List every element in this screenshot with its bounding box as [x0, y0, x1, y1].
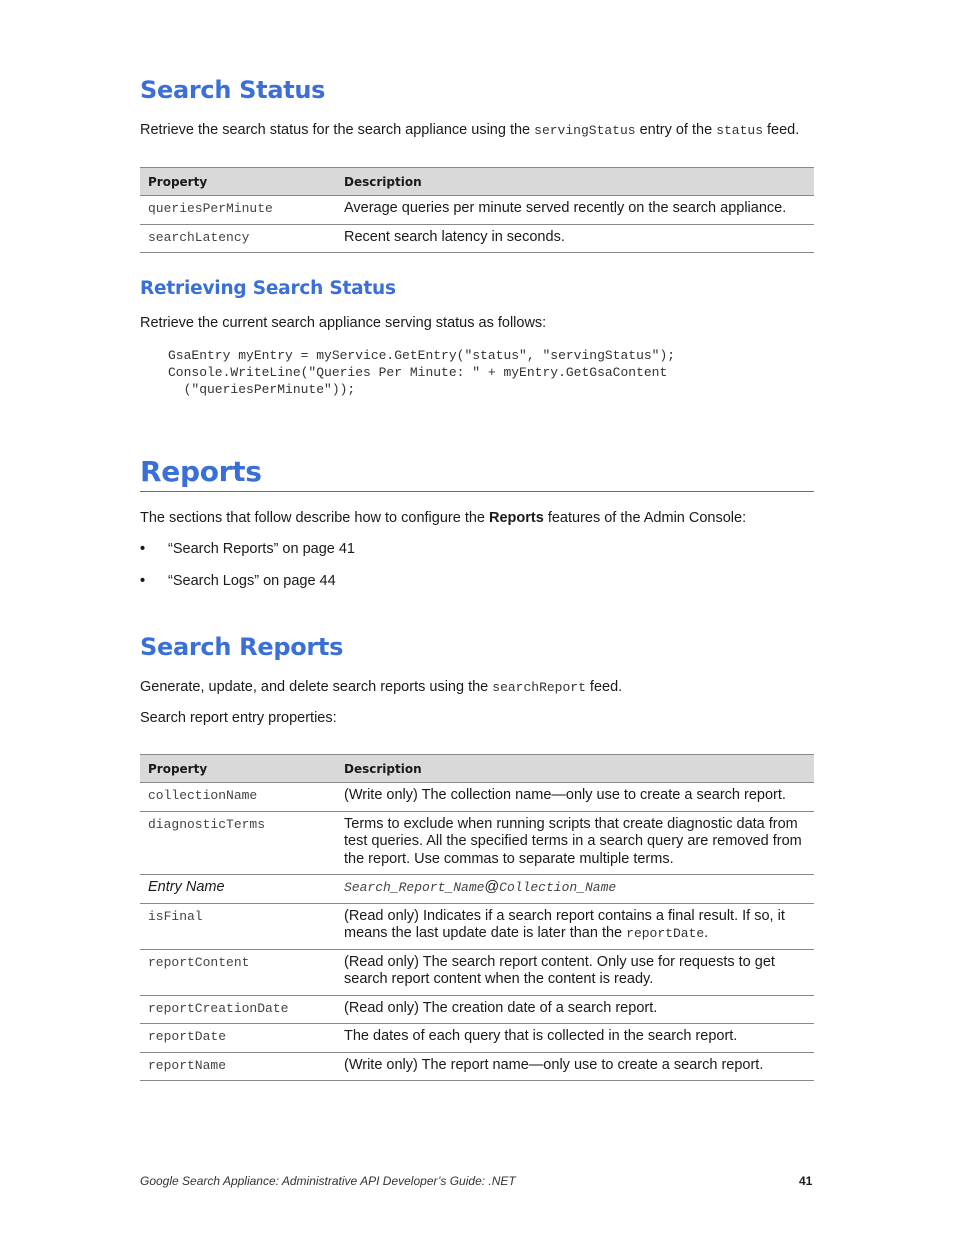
table-row [140, 783, 814, 812]
property-description: (Read only) The search report content. Only use for requests to get search report content when the content is ready. [336, 949, 814, 995]
search-reports-intro: Generate, update, and delete search reports using the searchReport feed. [140, 679, 623, 695]
property-description: Recent search latency in seconds. [336, 224, 814, 253]
column-header-description: Description [336, 168, 814, 196]
property-name: collectionName [148, 788, 258, 803]
property-name: diagnosticTerms [148, 816, 266, 832]
cross-reference-link[interactable]: “Search Reports” on page 41 [168, 541, 355, 557]
property-description: (Read only) The creation date of a search report. [336, 995, 814, 1024]
table-row [140, 196, 814, 225]
property-description: Search_Report_Name@Collection_Name [336, 875, 814, 904]
property-description: (Read only) Indicates if a search report contains a final result. If so, it means the last update date is later than the reportDate. [336, 903, 814, 949]
property-name: Entry Name [148, 879, 225, 895]
list-item [140, 572, 355, 604]
table-header-row [140, 168, 814, 196]
subsection-title-retrieving-search-status: Retrieving Search Status [140, 278, 396, 299]
page-number: 41 [799, 1174, 813, 1188]
code-sample: GsaEntry myEntry = myService.GetEntry("status", "servingStatus"); Console.WriteLine("Queries Per Minute: " + myEntry.GetGsaContent ("queriesPerMinute")); [168, 348, 676, 397]
chapter-rule [140, 491, 814, 492]
property-name: searchLatency [148, 229, 250, 245]
table-header-row [140, 755, 814, 783]
property-name: reportDate [148, 1029, 227, 1044]
section-title-search-status: Search Status [140, 76, 326, 104]
search-status-table [140, 167, 814, 253]
list-item [140, 540, 355, 572]
column-header-property: Property [140, 168, 336, 196]
table-row [140, 1052, 814, 1081]
table-row [140, 903, 814, 949]
property-name: reportCreationDate [148, 1000, 289, 1016]
column-header-description: Description [336, 755, 814, 783]
retrieving-status-text: Retrieve the current search appliance serving status as follows: [140, 315, 547, 331]
search-reports-table [140, 754, 814, 1081]
property-description: The dates of each query that is collected in the search report. [336, 1024, 814, 1053]
column-header-property: Property [140, 755, 336, 783]
table-row [140, 1024, 814, 1053]
property-description: (Write only) The collection name—only use to create a search report. [336, 783, 814, 812]
search-status-intro: Retrieve the search status for the search appliance using the servingStatus entry of the status feed. [140, 122, 800, 138]
property-name: reportContent [148, 954, 250, 970]
table-row [140, 995, 814, 1024]
property-description: Average queries per minute served recently on the search appliance. [336, 196, 814, 225]
table-row [140, 949, 814, 995]
search-reports-text2: Search report entry properties: [140, 710, 337, 726]
cross-reference-link[interactable]: “Search Logs” on page 44 [168, 573, 336, 589]
property-name: isFinal [148, 908, 203, 924]
table-row [140, 811, 814, 875]
section-title-search-reports: Search Reports [140, 633, 344, 661]
property-name: reportName [148, 1057, 227, 1073]
table-row [140, 224, 814, 253]
chapter-title-reports: Reports [140, 455, 262, 488]
property-description: (Write only) The report name—only use to create a search report. [336, 1052, 814, 1081]
property-name: queriesPerMinute [148, 201, 273, 216]
property-description: Terms to exclude when running scripts that create diagnostic data from test queries. All the specified terms in a search query are removed from the report. Use commas to separate multiple terms. [336, 811, 814, 875]
footer-title: Google Search Appliance: Administrative API Developer’s Guide: .NET [140, 1174, 516, 1188]
reports-intro: The sections that follow describe how to configure the Reports features of the Admin Console: [140, 510, 747, 526]
table-row [140, 875, 814, 904]
reports-link-list [140, 540, 355, 604]
